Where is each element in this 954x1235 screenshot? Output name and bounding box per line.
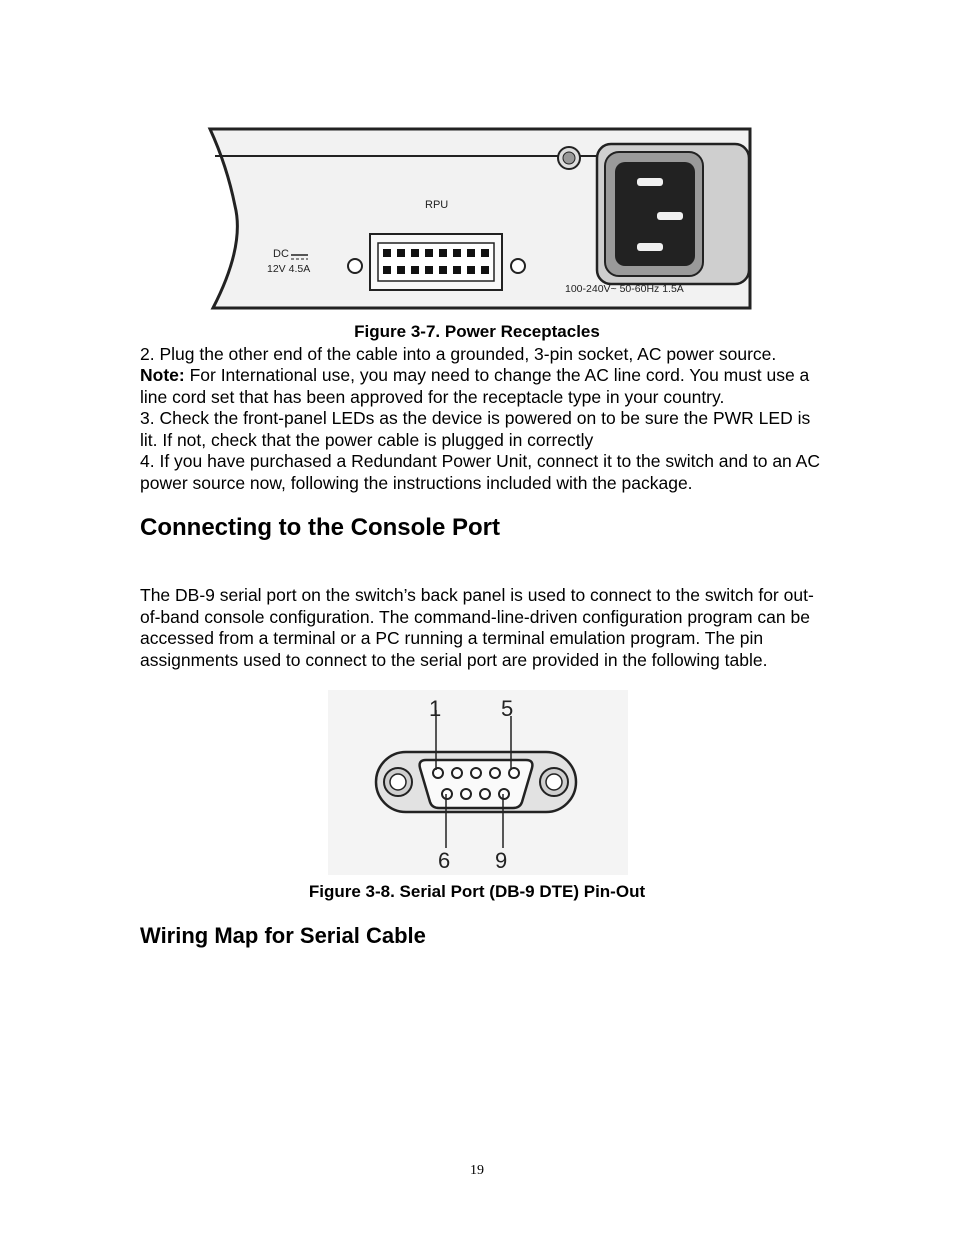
power-receptacles-figure — [205, 126, 757, 318]
rpu-pin — [383, 266, 391, 274]
note-paragraph — [140, 365, 830, 408]
section-heading-console-port: Connecting to the Console Port — [140, 514, 500, 541]
step-3: 3. Check the front-panel LEDs as the device is powered on to be sure the PWR LED is lit. If not, check that the power cable is plugged in correctly — [140, 408, 811, 450]
rpu-pin — [439, 249, 447, 257]
step-4: 4. If you have purchased a Redundant Power Unit, connect it to the switch and to an AC power source now, following the instructions included with the package. — [140, 451, 820, 493]
note-label: Note: — [140, 365, 185, 385]
note-text: For International use, you may need to change the AC line cord. You must use a line cord set that has been approved for the receptacle type in your country. — [140, 365, 810, 407]
db9-pin-8 — [480, 789, 490, 799]
rpu-pin — [481, 249, 489, 257]
db9-connector-figure — [328, 690, 628, 875]
page-number: 19 — [470, 1163, 484, 1178]
db9-pin-4 — [490, 768, 500, 778]
rpu-pin — [425, 266, 433, 274]
ac-rating: 100-240V~ 50-60Hz 1.5A — [565, 283, 684, 295]
dc-label: DC — [273, 248, 289, 260]
pin-label-1: 1 — [429, 696, 442, 721]
rpu-pin — [397, 249, 405, 257]
rpu-pin — [453, 266, 461, 274]
pin-label-6: 6 — [438, 848, 451, 873]
rpu-pin — [481, 266, 489, 274]
rpu-pin — [383, 249, 391, 257]
rpu-screw-left-icon — [348, 259, 362, 273]
rpu-pin — [439, 266, 447, 274]
rpu-pin — [397, 266, 405, 274]
db9-pin-2 — [452, 768, 462, 778]
db9-pin-1 — [433, 768, 443, 778]
figure-3-7-caption: Figure 3-7. Power Receptacles — [354, 322, 600, 341]
rpu-label: RPU — [425, 199, 449, 211]
pin-label-9: 9 — [495, 848, 508, 873]
db9-pin-6 — [442, 789, 452, 799]
rpu-screw-right-icon — [511, 259, 525, 273]
pin-label-5: 5 — [501, 696, 514, 721]
step-2 — [140, 344, 830, 366]
figure-3-8-caption: Figure 3-8. Serial Port (DB-9 DTE) Pin-Out — [308, 882, 646, 901]
dc-rating: 12V 4.5A — [267, 263, 311, 275]
rpu-pin — [425, 249, 433, 257]
db9-pin-9 — [499, 789, 509, 799]
db9-pin-3 — [471, 768, 481, 778]
rpu-pin — [453, 249, 461, 257]
rpu-pin — [467, 249, 475, 257]
step-2-text: 2. Plug the other end of the cable into a grounded, 3-pin socket, AC power source. — [140, 344, 777, 364]
db9-pin-7 — [461, 789, 471, 799]
section-heading-wiring-map: Wiring Map for Serial Cable — [140, 923, 426, 948]
rpu-pin — [411, 249, 419, 257]
console-port-body: The DB-9 serial port on the switch’s back panel is used to connect to the switch for out-of-band console configuration. The command-line-driven configuration program can be accessed from a terminal or a PC running a terminal emulation program. The pin assignments used to connect to the serial port are provided in the following table. — [140, 585, 814, 670]
rpu-pin — [411, 266, 419, 274]
rpu-pin — [467, 266, 475, 274]
